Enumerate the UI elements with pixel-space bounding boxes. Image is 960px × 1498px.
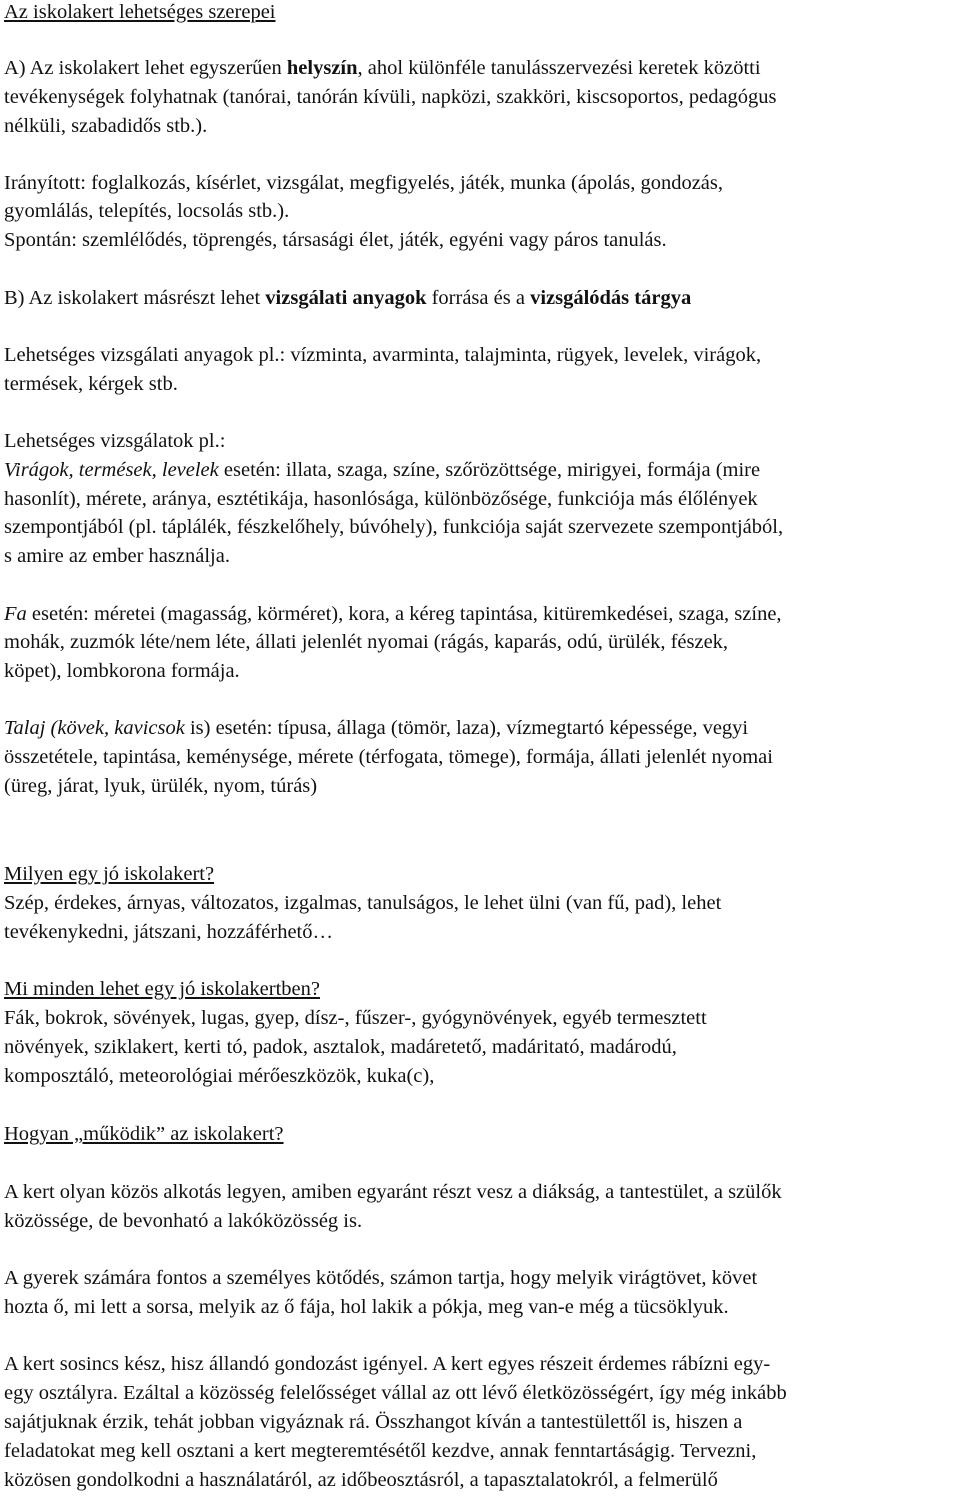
contents-question: Mi minden lehet egy jó iskolakertben? — [4, 978, 320, 1000]
good-garden-answer-1: Szép, érdekes, árnyas, változatos, izgalmas, tanulságos, le lehet ülni (van fű, pad), lehet — [4, 892, 722, 914]
section-a-line-3: nélküli, szabadidős stb.). — [4, 115, 208, 137]
paragraph-3-line-5: közösen gondolkodni a használatáról, az időbeosztásról, a tapasztalatokról, a felmerülő — [4, 1469, 718, 1491]
good-garden-question: Milyen egy jó iskolakert? — [4, 863, 215, 885]
paragraph-3-line-2: egy osztályra. Ezáltal a közösség felelősséget vállal az ott lévő életközösségért, így még inkább — [4, 1382, 787, 1404]
contents-answer-1: Fák, bokrok, sövények, lugas, gyep, dísz-, fűszer-, gyógynövények, egyéb termesztett — [4, 1007, 707, 1029]
keyword-vizsgalati-anyagok: vizsgálati anyagok — [265, 287, 427, 309]
flowers-line-2: hasonlít), mérete, aránya, esztétikája, hasonlósága, különbözősége, funkciója más élőlények — [4, 488, 758, 510]
keyword-helyszin: helyszín — [286, 57, 358, 79]
contents-answer-3: komposztáló, meteorológiai mérőeszközök, kuka(c), — [4, 1065, 435, 1087]
keyword-vizsgalodas-targya: vizsgálódás tárgya — [530, 287, 692, 309]
flowers-line-3: szempontjából (pl. táplálék, fészkelőhely, búvóhely), funkciója saját szervezete szempontjából, — [4, 516, 784, 538]
soil-line-1: Talaj (kövek, kavicsok is) esetén: típusa, állaga (tömör, laza), vízmegtartó képessége, vegyi — [4, 717, 749, 739]
tree-line-3: köpet), lombkorona formája. — [4, 660, 240, 682]
section-a-line-2: tevékenységek folyhatnak (tanórai, tanórán kívüli, napközi, szakköri, kiscsoportos, pedagógus — [4, 86, 777, 108]
soil-line-2: összetétele, tapintása, keménysége, mérete (térfogata, tömege), formája, állati jelenlét nyomai — [4, 746, 773, 768]
materials-line-1: Lehetséges vizsgálati anyagok pl.: vízminta, avarminta, talajminta, rügyek, levelek, virágok, — [4, 344, 762, 366]
paragraph-2-line-1: A gyerek számára fontos a személyes kötődés, számon tartja, hogy melyik virágtövet, követ — [4, 1267, 758, 1289]
paragraph-3-line-1: A kert sosincs kész, hisz állandó gondozást igényel. A kert egyes részeit érdemes rábízni egy- — [4, 1353, 771, 1375]
soil-label: Talaj (kövek, kavicsok — [4, 717, 185, 739]
tree-line-2: mohák, zuzmók léte/nem léte, állati jelenlét nyomai (rágás, kaparás, odú, ürülék, fészek, — [4, 631, 729, 653]
paragraph-1-line-1: A kert olyan közös alkotás legyen, amiben egyaránt részt vesz a diákság, a tantestület, a szülők — [4, 1181, 782, 1203]
how-it-works-question: Hogyan „működik” az iskolakert? — [4, 1123, 284, 1145]
paragraph-2-line-2: hozta ő, mi lett a sorsa, melyik az ő fája, hol lakik a pókja, meg van-e még a tücsöklyuk. — [4, 1296, 729, 1318]
page-title: Az iskolakert lehetséges szerepei — [4, 1, 276, 23]
flowers-line-4: s amire az ember használja. — [4, 545, 230, 567]
paragraph-1-line-2: közössége, de bevonható a lakóközösség is. — [4, 1210, 363, 1232]
section-a-line-1: A) Az iskolakert lehet egyszerűen helyszín, ahol különféle tanulásszervezési keretek közötti — [4, 57, 761, 79]
materials-line-2: termések, kérgek stb. — [4, 373, 178, 395]
spontaneous-line: Spontán: szemlélődés, töprengés, társasági élet, játék, egyéni vagy páros tanulás. — [4, 229, 667, 251]
paragraph-3-line-4: feladatokat meg kell osztani a kert megteremtésétől kezdve, annak fenntartáságig. Tervezni, — [4, 1440, 757, 1462]
directed-line-2: gyomlálás, telepítés, locsolás stb.). — [4, 200, 290, 222]
soil-line-3: (üreg, járat, lyuk, ürülék, nyom, túrás) — [4, 775, 318, 797]
contents-answer-2: növények, sziklakert, kerti tó, padok, asztalok, madáretető, madáritató, madárodú, — [4, 1036, 677, 1058]
tree-line-1: Fa esetén: méretei (magasság, körméret), kora, a kéreg tapintása, kitüremkedései, szaga, színe, — [4, 603, 782, 625]
studies-heading: Lehetséges vizsgálatok pl.: — [4, 430, 226, 452]
good-garden-answer-2: tevékenykedni, játszani, hozzáférhető… — [4, 921, 333, 943]
flowers-label: Virágok, termések, levelek — [4, 459, 219, 481]
directed-line-1: Irányított: foglalkozás, kísérlet, vizsgálat, megfigyelés, játék, munka (ápolás, gondozás, — [4, 172, 723, 194]
tree-label: Fa — [4, 603, 27, 625]
flowers-line-1: Virágok, termések, levelek esetén: illata, szaga, színe, szőrözöttsége, mirigyei, formája (mire — [4, 459, 761, 481]
paragraph-3-line-3: sajátjuknak érzik, tehát jobban vigyáznak rá. Összhangot kíván a tantestülettől is, hiszen a — [4, 1411, 743, 1433]
section-b-heading: B) Az iskolakert másrészt lehet vizsgálati anyagok forrása és a vizsgálódás tárgya — [4, 287, 692, 309]
